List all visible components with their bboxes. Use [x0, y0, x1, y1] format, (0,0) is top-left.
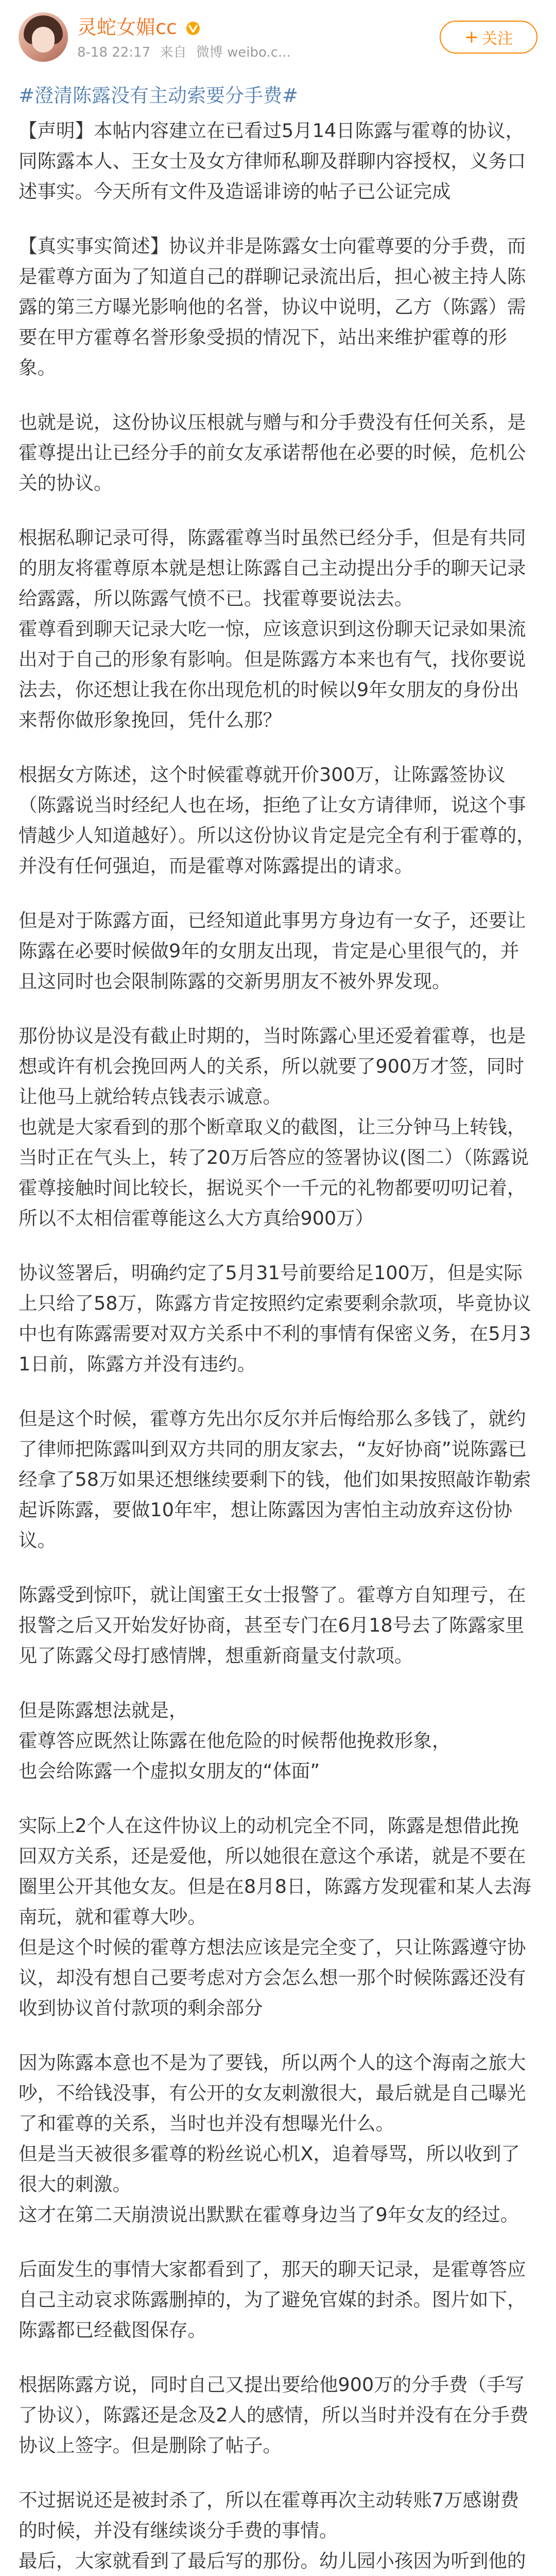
paragraph: 但是陈露想法就是， 霍尊答应既然让陈露在他危险的时候帮他挽救形象， 也会给陈露一个虚拟女朋友的“体面” — [19, 1699, 451, 1782]
paragraph: 协议签署后，明确约定了5月31号前要给足100万，但是实际上只给了58万，陈露方肯定按照约定索要剩余款项，毕竟协议中也有陈露需要对双方关系中不利的事情有保密义务，在5月31日前，陈露方并没有违约。 — [19, 1262, 531, 1375]
follow-button[interactable] — [440, 21, 537, 54]
user-name[interactable] — [77, 15, 201, 39]
source-prefix: 来自 — [160, 45, 187, 60]
paragraph: 根据陈露方说，同时自己又提出要给他900万的分手费（手写了协议），陈露还是念及2人的感情，所以当时并没有在分手费协议上签字。但是删除了帖子。 — [19, 2374, 529, 2456]
follow-label: 关注 — [482, 30, 513, 48]
paragraph: 根据私聊记录可得，陈露霍尊当时虽然已经分手，但是有共同的朋友将霍尊原本就是想让陈露自己主动提出分手的聊天记录给露露，所以陈露气愤不已。找霍尊要说法去。 霍尊看到聊天记录大吃一惊，应该意识到这份聊天记录如果流出对于自己的形象有影响。但是陈露方本来也有气，找你要说法去，你还想让我在你出现危机的时候以9年女朋友的身份出来帮你做形象挽回，凭什么那？ — [19, 527, 526, 731]
post-header — [0, 0, 556, 77]
post-date: 8-18 22:17 — [77, 45, 151, 60]
v-badge-icon — [185, 21, 201, 36]
paragraph: 但是对于陈露方面，已经知道此事男方身边有一女子，还要让陈露在必要时候做9年的女朋友出现，肯定是心里很气的，并且这同时也会限制陈露的交新男朋友不被外界发现。 — [19, 909, 526, 992]
post-content — [0, 77, 556, 2576]
paragraph: 实际上2个人在这件协议上的动机完全不同，陈露是想借此挽回双方关系，还是爱他，所以她很在意这个承诺，就是不要在圈里公开其他女友。但是在8月8日，陈露方发现霍和某人去海南玩，就和霍尊大吵。 但是这个时候的霍尊方想法应该是完全变了，只让陈露遵守协议，却没有想自己要考虑对方会怎么想一那个时候陈露还没有收到协议首付款项的剩余部分 — [19, 1815, 531, 2019]
paragraph-fact-summary: 【真实事实简述】协议并非是陈露女士向霍尊要的分手费，而是霍尊方面为了知道自己的群聊记录流出后，担心被主持人陈露的第三方曝光影响他的名誉，协议中说明，乙方（陈露）需要在甲方霍尊名誉形象受损的情况下，站出来维护霍尊的形象。 — [19, 235, 526, 379]
avatar-face — [32, 27, 55, 53]
paragraph: 陈露受到惊吓，就让闺蜜王女士报警了。霍尊方自知理亏，在报警之后又开始发好协商，甚至专门在6月18号去了陈露家里见了陈露父母打感情牌，想重新商量支付款项。 — [19, 1584, 526, 1667]
paragraph: 不过据说还是被封杀了，所以在霍尊再次主动转账7万感谢费的时候，并没有继续谈分手费的事情。 最后，大家就看到了最后写的那份。幼儿园小孩因为听到他的 — [19, 2489, 526, 2572]
paragraph: 因为陈露本意也不是为了要钱，所以两个人的这个海南之旅大吵，不给钱没事，有公开的女友刺激很大，最后就是自己曝光了和霍尊的关系，当时也并没有想曝光什么。 但是当天被很多霍尊的粉丝说心机X，追着辱骂，所以收到了很大的刺激。 这才在第二天崩溃说出默默在霍尊身边当了9年女友的经过。 — [19, 2052, 526, 2226]
paragraph-statement: 【声明】本帖内容建立在已看过5月14日陈露与霍尊的协议，同陈露本人、王女士及女方律师私聊及群聊内容授权，义务口述事实。今天所有文件及造谣诽谤的帖子已公证完成 — [19, 120, 526, 202]
paragraph: 根据女方陈述，这个时候霍尊就开价300万，让陈露签协议（陈露说当时经纪人也在场，拒绝了让女方请律师，说这个事情越少人知道越好）。所以这份协议肯定是完全有利于霍尊的，并没有任何强迫，而是霍尊对陈露提出的请求。 — [19, 764, 535, 877]
avatar[interactable] — [19, 12, 68, 62]
paragraph: 但是这个时候，霍尊方先出尔反尔并后悔给那么多钱了，就约了律师把陈露叫到双方共同的朋友家去，“友好协商”说陈露已经拿了58万如果还想继续要剩下的钱，他们如果按照敲诈勒索起诉陈露，要做10年牢，想让陈露因为害怕主动放弃这份协议。 — [19, 1408, 531, 1551]
user-name-text: 灵蛇女媚cc — [77, 16, 177, 39]
plus-icon: + — [464, 27, 479, 47]
paragraph: 那份协议是没有截止时期的，当时陈露心里还爱着霍尊，也是想或许有机会挽回两人的关系，所以就要了900万才签，同时让他马上就给转点钱表示诚意。 也就是大家看到的那个断章取义的截图，让三分钟马上转钱，当时正在气头上，转了20万后答应的签署协议(图二）（陈露说霍尊接触时间比较长，据说买个一千元的礼物都要叨叨记着，所以不太相信霍尊能这么大方真给900万） — [19, 1025, 529, 1229]
post-meta — [77, 44, 296, 61]
topic-hashtag-link[interactable]: #澄清陈露没有主动索要分手费# — [19, 84, 299, 107]
paragraph: 后面发生的事情大家都看到了，那天的聊天记录，是霍尊答应自己主动哀求陈露删掉的，为了避免官媒的封杀。图片如下，陈露都已经截图保存。 — [19, 2258, 526, 2341]
paragraph: 也就是说，这份协议压根就与赠与和分手费没有任何关系，是霍尊提出让已经分手的前女友承诺帮他在必要的时候，危机公关的协议。 — [19, 411, 526, 494]
post-source[interactable]: 微博 weibo.c... — [196, 45, 291, 60]
